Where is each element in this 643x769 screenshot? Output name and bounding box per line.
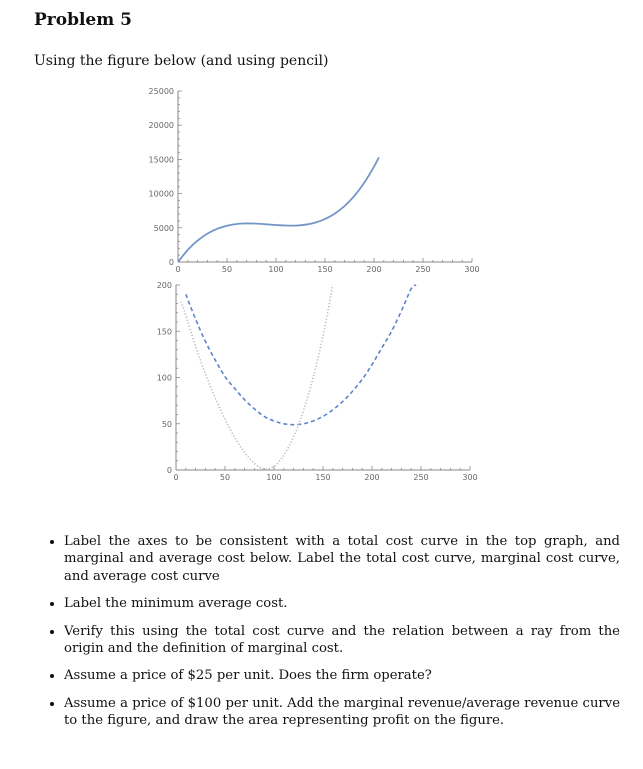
y-tick-label: 25000 [148, 87, 174, 96]
x-tick-label: 250 [415, 265, 431, 274]
x-tick-label: 150 [315, 473, 331, 482]
x-tick-label: 200 [366, 265, 382, 274]
y-tick-label: 50 [161, 419, 172, 429]
y-tick-label: 15000 [148, 155, 174, 165]
task-item-axes: • Label the axes to be consistent with a total cost curve in the top graph, and marginal and average cost below. Label the total cost curve, marginal cost curve, and average cost curve [64, 533, 620, 585]
x-tick-label: 100 [268, 265, 284, 274]
x-tick-label: 50 [219, 473, 231, 482]
average-cost-curve [186, 285, 416, 425]
x-tick-label: 50 [221, 265, 233, 274]
marginal-cost-curve [181, 285, 333, 469]
marginal-average-cost-chart [157, 281, 478, 482]
y-tick-label: 150 [156, 327, 172, 337]
x-tick-label: 100 [266, 473, 282, 482]
y-tick-label: 100 [156, 373, 172, 383]
x-tick-label: 250 [413, 473, 429, 482]
x-tick-label: 200 [364, 473, 380, 482]
x-tick-label: 300 [462, 473, 478, 482]
x-tick-label: 300 [464, 265, 480, 274]
x-tick-label: 0 [173, 473, 179, 482]
total-cost-curve [178, 157, 379, 262]
problem-title: Problem 5 [34, 10, 132, 30]
y-tick-label: 5000 [153, 223, 174, 233]
y-tick-label: 200 [156, 281, 172, 290]
task-item-price-25: • Assume a price of $25 per unit. Does the firm operate? [64, 667, 620, 684]
y-tick-label: 20000 [148, 121, 174, 131]
task-item-min-avg-cost: • Label the minimum average cost. [64, 595, 620, 612]
total-cost-chart [149, 87, 480, 274]
task-item-price-100: • Assume a price of $100 per unit. Add the marginal revenue/average revenue curve to the figure, and draw the area representing profit on the figure. [64, 695, 620, 730]
task-item-verify: • Verify this using the total cost curve and the relation between a ray from the origin and the definition of marginal cost. [64, 623, 620, 658]
x-tick-label: 150 [317, 265, 333, 274]
y-tick-label: 0 [168, 258, 174, 267]
y-tick-label: 0 [166, 466, 172, 475]
task-list [44, 533, 620, 740]
x-tick-label: 0 [175, 265, 181, 274]
problem-intro: Using the figure below (and using pencil) [34, 53, 329, 69]
y-tick-label: 10000 [148, 189, 174, 199]
